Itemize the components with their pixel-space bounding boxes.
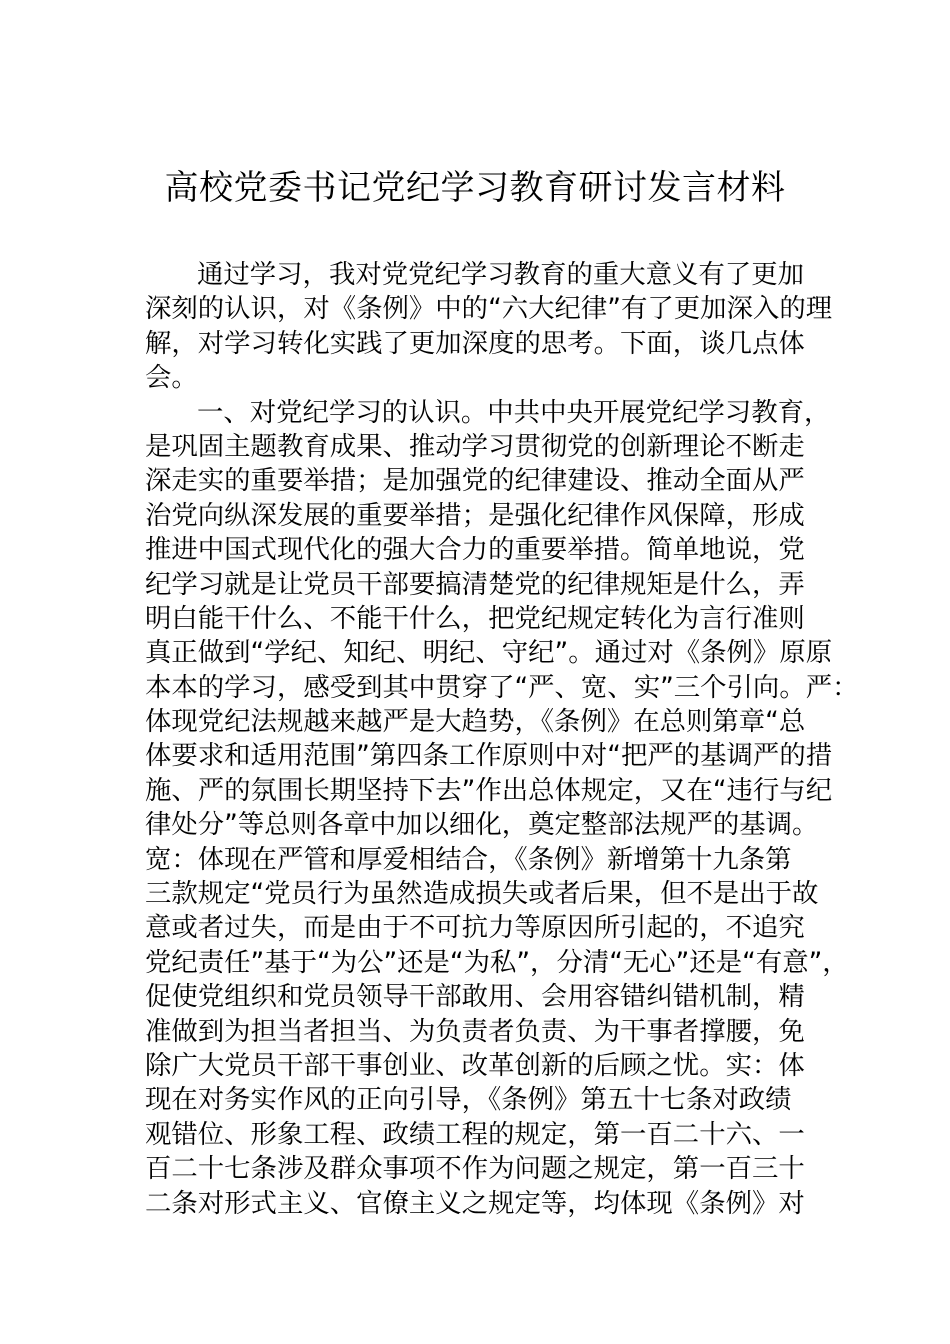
text-line: 深走实的重要举措；是加强党的纪律建设、推动全面从严 (145, 465, 805, 497)
text-line: 促使党组织和党员领导干部敢用、会用容错纠错机制，精 (145, 981, 805, 1013)
text-line: 体现党纪法规越来越严是大趋势，《条例》在总则第章“总 (145, 706, 806, 738)
text-line: 推进中国式现代化的强大合力的重要举措。简单地说，党 (145, 534, 805, 566)
text-line: 通过学习，我对党党纪学习教育的重大意义有了更加 (197, 259, 804, 290)
text-line: 明白能干什么、不能干什么，把党纪规定转化为言行准则 (145, 602, 805, 634)
text-line: 意或者过失，而是由于不可抗力等原因所引起的，不追究 (145, 912, 805, 944)
text-line: 律处分”等总则各章中加以细化，奠定整部法规严的基调。 (145, 809, 819, 841)
text-line: 解，对学习转化实践了更加深度的思考。下面，谈几点体 (145, 327, 805, 359)
text-line: 体要求和适用范围”第四条工作原则中对“把严的基调严的措 (145, 740, 833, 772)
text-line: 施、严的氛围长期坚持下去”作出总体规定，又在“违行与纪 (145, 774, 833, 806)
text-line: 治党向纵深发展的重要举措；是强化纪律作风保障，形成 (145, 499, 805, 531)
document-body (145, 258, 859, 1221)
text-line: 真正做到“学纪、知纪、明纪、守纪”。通过对《条例》原原 (145, 637, 833, 669)
document-title: 高校党委书记党纪学习教育研讨发言材料 (164, 168, 786, 208)
text-line: 二条对形式主义、官僚主义之规定等，均体现《条例》对 (145, 1187, 805, 1219)
text-line: 纪学习就是让党员干部要搞清楚党的纪律规矩是什么，弄 (145, 568, 805, 600)
text-line: 现在对务实作风的正向引导，《条例》第五十七条对政绩 (145, 1084, 792, 1116)
text-line: 三款规定“党员行为虽然造成损失或者后果，但不是出于故 (145, 878, 819, 910)
text-line: 观错位、形象工程、政绩工程的规定，第一百二十六、一 (145, 1118, 805, 1150)
text-line: 是巩固主题教育成果、推动学习贯彻党的创新理论不断走 (145, 430, 805, 462)
text-line: 准做到为担当者担当、为负责者负责、为干事者撑腰，免 (145, 1015, 805, 1047)
text-line: 宽：体现在严管和厚爱相结合，《条例》新增第十九条第 (145, 843, 792, 875)
text-line: 本本的学习，感受到其中贯穿了“严、宽、实”三个引向。严： (145, 671, 859, 703)
text-line: 一、对党纪学习的认识。中共中央开展党纪学习教育， (197, 396, 831, 428)
text-line: 深刻的认识，对《条例》中的“六大纪律”有了更加深入的理 (145, 293, 833, 325)
text-line: 会。 (145, 362, 198, 394)
text-line: 党纪责任”基于“为公”还是“为私”，分清“无心”还是“有意”， (145, 946, 849, 978)
text-line: 除广大党员干部干事创业、改革创新的后顾之忧。实：体 (145, 1049, 805, 1081)
text-line: 百二十七条涉及群众事项不作为问题之规定，第一百三十 (145, 1153, 805, 1185)
